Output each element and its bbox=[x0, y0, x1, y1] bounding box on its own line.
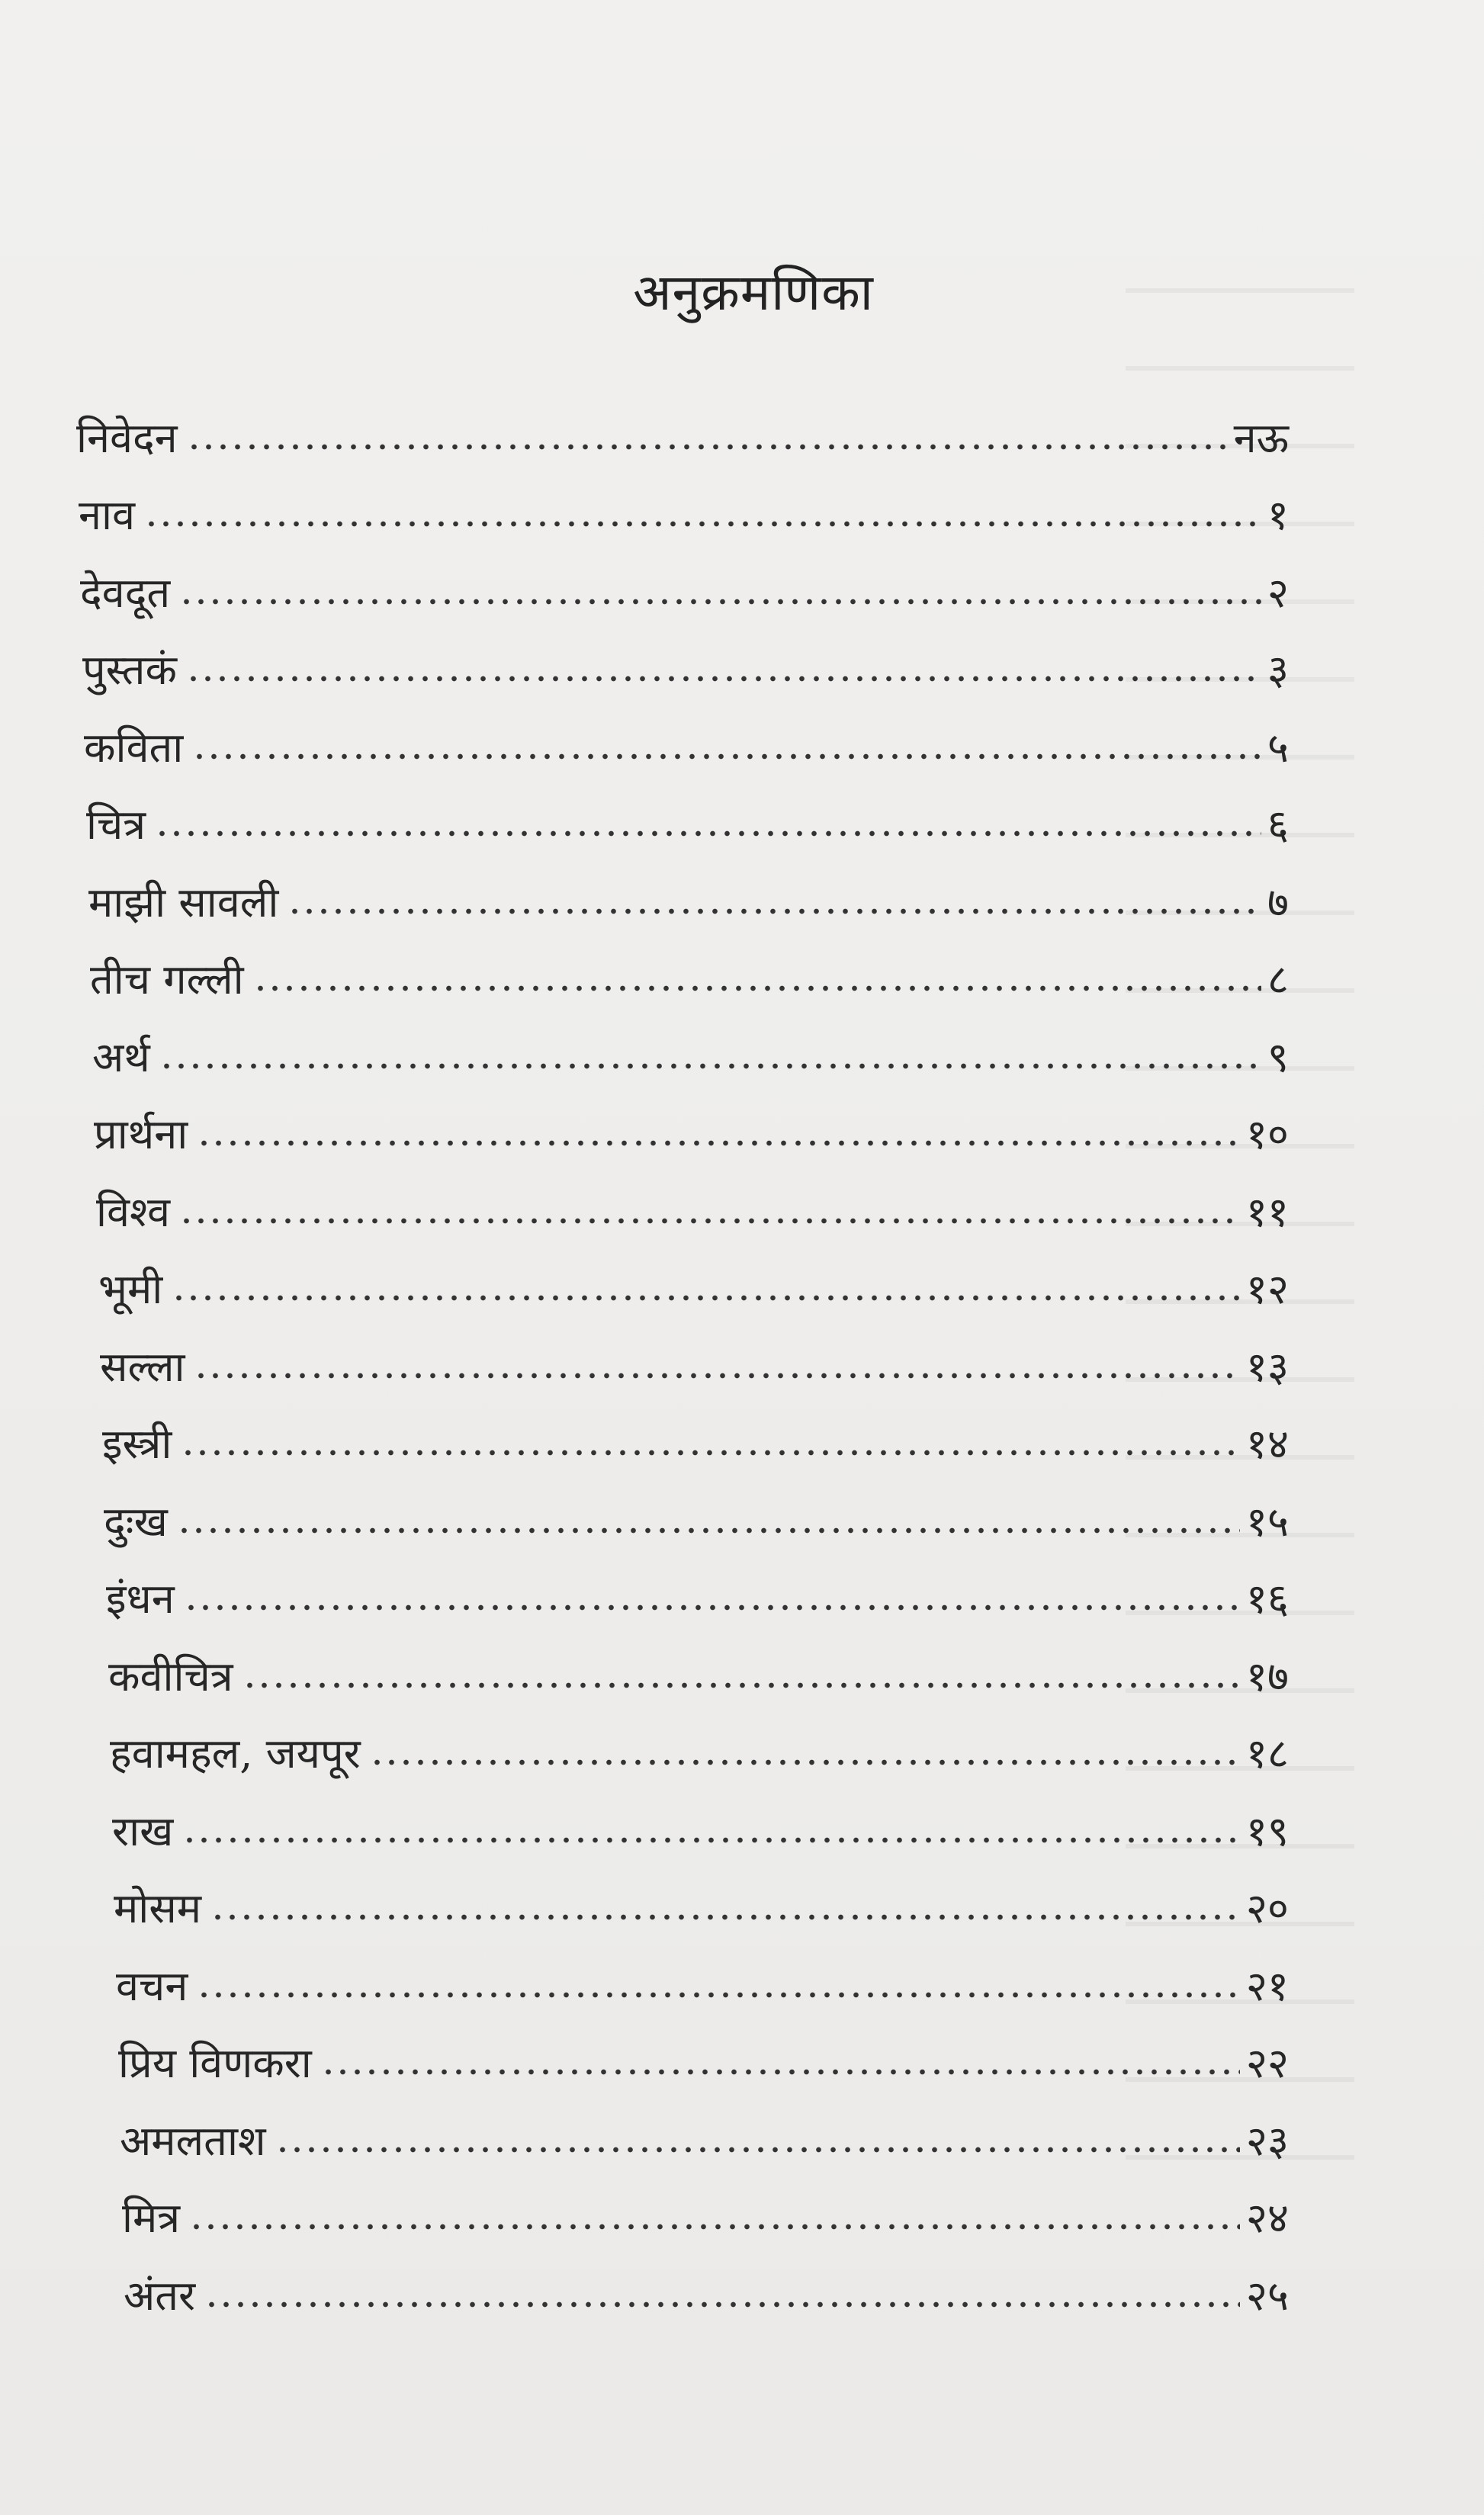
dot-leader bbox=[182, 1836, 1240, 1845]
toc-entry-page-number: २४ bbox=[1245, 2194, 1289, 2242]
toc-entry-page-number: ३ bbox=[1267, 646, 1289, 694]
toc-entry-title: हवामहल, जयपूर bbox=[110, 1730, 361, 1778]
toc-entry-title: अमलताश bbox=[120, 2116, 266, 2165]
toc-entry-title: मित्र bbox=[122, 2194, 181, 2242]
table-of-contents bbox=[76, 381, 1289, 2320]
toc-entry-page-number: २२ bbox=[1245, 2039, 1289, 2087]
dot-leader bbox=[155, 829, 1261, 838]
toc-entry-page-number: २५ bbox=[1245, 2271, 1289, 2320]
toc-entry bbox=[76, 1388, 1289, 1466]
toc-entry bbox=[76, 2239, 1289, 2320]
dot-leader bbox=[187, 442, 1228, 451]
toc-entry-title: इस्त्री bbox=[102, 1420, 172, 1468]
dot-leader bbox=[321, 2067, 1240, 2077]
toc-entry bbox=[76, 2007, 1289, 2085]
dot-leader bbox=[159, 1062, 1261, 1071]
dot-leader bbox=[370, 1758, 1240, 1767]
toc-entry-page-number: २० bbox=[1245, 1884, 1289, 1932]
toc-entry-page-number: ९ bbox=[1267, 1033, 1289, 1081]
dot-leader bbox=[194, 1371, 1239, 1380]
dot-leader bbox=[197, 1990, 1240, 1999]
toc-entry-title: कविता bbox=[84, 723, 184, 772]
toc-entry-page-number: १८ bbox=[1245, 1730, 1289, 1778]
toc-entry-page-number: १ bbox=[1267, 491, 1289, 539]
toc-entry-page-number: नऊ bbox=[1233, 413, 1289, 462]
toc-entry-page-number: १३ bbox=[1245, 1342, 1289, 1391]
toc-entry bbox=[76, 1698, 1289, 1778]
toc-entry bbox=[76, 1310, 1289, 1391]
toc-entry-page-number: ६ bbox=[1267, 801, 1289, 849]
dot-leader bbox=[210, 1913, 1240, 1922]
toc-entry-title: कवीचित्र bbox=[108, 1652, 233, 1701]
toc-entry-title: निवेदन bbox=[76, 413, 178, 462]
toc-entry-title: राख bbox=[112, 1807, 174, 1855]
toc-entry-title: वचन bbox=[116, 1961, 188, 2010]
toc-entry bbox=[76, 459, 1289, 537]
toc-entry-title: सल्ला bbox=[100, 1342, 185, 1391]
toc-entry bbox=[76, 1233, 1289, 1311]
toc-entry-title: भूमी bbox=[98, 1265, 163, 1313]
toc-entry bbox=[76, 769, 1289, 849]
toc-entry-page-number: १६ bbox=[1245, 1575, 1289, 1623]
toc-entry bbox=[76, 1929, 1289, 2010]
dot-leader bbox=[181, 1448, 1240, 1457]
dot-leader bbox=[275, 2145, 1240, 2154]
dot-leader bbox=[144, 519, 1261, 528]
toc-entry bbox=[76, 1078, 1289, 1156]
toc-entry-page-number: १२ bbox=[1245, 1265, 1289, 1313]
toc-entry-page-number: २१ bbox=[1245, 1961, 1289, 2010]
dot-leader bbox=[186, 674, 1261, 683]
toc-entry-page-number: २३ bbox=[1245, 2116, 1289, 2165]
toc-entry-page-number: ५ bbox=[1267, 723, 1289, 772]
toc-entry-title: चित्र bbox=[86, 801, 146, 849]
toc-entry-page-number: ११ bbox=[1245, 1187, 1289, 1236]
dot-leader bbox=[189, 2222, 1240, 2231]
toc-entry-page-number: १० bbox=[1245, 1110, 1289, 1158]
toc-entry-title: तीच गल्ली bbox=[90, 956, 244, 1004]
toc-entry bbox=[76, 536, 1289, 617]
dot-leader bbox=[179, 597, 1261, 606]
toc-entry-page-number: ७ bbox=[1267, 878, 1289, 927]
toc-entry-page-number: १७ bbox=[1245, 1652, 1289, 1701]
dot-leader bbox=[177, 1526, 1240, 1535]
toc-entry-title: प्रिय विणकरा bbox=[118, 2039, 312, 2087]
toc-entry-title: पुस्तकं bbox=[82, 646, 177, 694]
toc-entry-page-number: १४ bbox=[1245, 1420, 1289, 1468]
toc-entry-page-number: ८ bbox=[1267, 956, 1289, 1004]
toc-entry bbox=[76, 614, 1289, 692]
toc-entry bbox=[76, 1775, 1289, 1855]
toc-entry bbox=[76, 1543, 1289, 1623]
toc-entry bbox=[76, 1465, 1289, 1546]
dot-leader bbox=[184, 1603, 1240, 1612]
toc-entry bbox=[76, 923, 1289, 1004]
toc-entry bbox=[76, 691, 1289, 772]
toc-entry bbox=[76, 1155, 1289, 1236]
toc-entry-title: नाव bbox=[79, 491, 135, 539]
toc-entry-title: अंतर bbox=[124, 2271, 196, 2320]
toc-entry bbox=[76, 1001, 1289, 1081]
toc-entry-title: दुःख bbox=[104, 1497, 168, 1546]
toc-entry bbox=[76, 1852, 1289, 1930]
toc-entry-page-number: २ bbox=[1267, 568, 1289, 617]
toc-entry-page-number: १९ bbox=[1245, 1807, 1289, 1855]
toc-entry-page-number: १५ bbox=[1245, 1497, 1289, 1546]
dot-leader bbox=[179, 1216, 1240, 1225]
dot-leader bbox=[204, 2300, 1240, 2309]
dot-leader bbox=[172, 1293, 1240, 1302]
toc-entry-title: विश्व bbox=[96, 1187, 170, 1236]
toc-entry-title: देवदूत bbox=[80, 568, 171, 617]
page-title: अनुक्रमणिका bbox=[633, 263, 874, 322]
toc-entry-title: इंधन bbox=[106, 1575, 175, 1623]
toc-entry-title: प्रार्थना bbox=[94, 1110, 188, 1158]
dot-leader bbox=[192, 752, 1261, 761]
dot-leader bbox=[197, 1139, 1240, 1148]
dot-leader bbox=[287, 907, 1261, 916]
toc-entry-title: अर्थ bbox=[92, 1033, 150, 1081]
toc-entry-title: मोसम bbox=[114, 1884, 202, 1932]
toc-entry bbox=[76, 381, 1289, 462]
toc-entry bbox=[76, 846, 1289, 927]
toc-entry-title: माझी सावली bbox=[88, 878, 279, 927]
toc-entry bbox=[76, 2084, 1289, 2165]
toc-entry bbox=[76, 1620, 1289, 1701]
dot-leader bbox=[243, 1681, 1240, 1690]
toc-entry bbox=[76, 2162, 1289, 2240]
dot-leader bbox=[253, 984, 1261, 993]
